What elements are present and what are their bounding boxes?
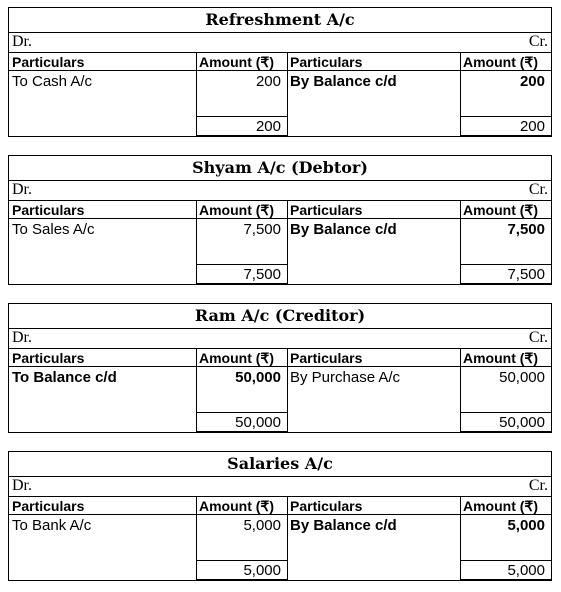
dr-label: Dr. — [12, 33, 32, 50]
particulars-header: Particulars — [287, 200, 460, 219]
amount-header: Amount (₹) — [196, 200, 287, 219]
amount-header: Amount (₹) — [196, 52, 287, 71]
credit-particular: By Balance c/d — [290, 73, 397, 90]
column-divider — [196, 52, 197, 136]
debit-particular: To Balance c/d — [12, 369, 117, 386]
ledger-refreshment — [8, 7, 552, 137]
particulars-header: Particulars — [287, 52, 460, 71]
credit-amount: 200 — [519, 73, 545, 90]
account-title: Salaries A/c — [9, 452, 551, 477]
debit-particular: To Sales A/c — [12, 221, 95, 238]
particulars-header: Particulars — [9, 348, 196, 367]
amount-header: Amount (₹) — [460, 52, 551, 71]
column-divider — [196, 200, 197, 284]
credit-amount: 50,000 — [499, 369, 545, 386]
debit-total: 50,000 — [196, 412, 287, 432]
particulars-header: Particulars — [287, 348, 460, 367]
credit-particular: By Purchase A/c — [290, 369, 401, 386]
credit-particular: By Balance c/d — [290, 221, 397, 238]
debit-amount: 7,500 — [243, 221, 281, 238]
column-divider — [460, 348, 461, 432]
credit-particular: By Balance c/d — [290, 517, 397, 534]
credit-total: 7,500 — [460, 264, 551, 284]
column-divider — [460, 200, 461, 284]
amount-header: Amount (₹) — [196, 348, 287, 367]
particulars-header: Particulars — [9, 52, 196, 71]
dr-label: Dr. — [12, 181, 32, 198]
amount-header: Amount (₹) — [460, 496, 551, 515]
ledger-shyam — [8, 155, 552, 285]
dr-cr-row — [9, 328, 551, 348]
credit-total: 5,000 — [460, 560, 551, 580]
cr-label: Cr. — [528, 33, 548, 50]
particulars-header: Particulars — [287, 496, 460, 515]
column-divider — [460, 52, 461, 136]
column-divider — [287, 200, 288, 284]
account-title: Ram A/c (Creditor) — [9, 304, 551, 329]
dr-label: Dr. — [12, 329, 32, 346]
dr-cr-row — [9, 32, 551, 52]
ledger-salaries — [8, 451, 552, 581]
debit-amount: 5,000 — [243, 517, 281, 534]
particulars-header: Particulars — [9, 496, 196, 515]
debit-particular: To Cash A/c — [12, 73, 93, 90]
credit-amount: 7,500 — [507, 221, 545, 238]
column-divider — [287, 348, 288, 432]
amount-header: Amount (₹) — [460, 200, 551, 219]
account-title: Shyam A/c (Debtor) — [9, 156, 551, 181]
particulars-header: Particulars — [9, 200, 196, 219]
debit-total: 200 — [196, 116, 287, 136]
credit-amount: 5,000 — [507, 517, 545, 534]
column-divider — [287, 52, 288, 136]
amount-header: Amount (₹) — [460, 348, 551, 367]
ledger-ram — [8, 303, 552, 433]
credit-total: 200 — [460, 116, 551, 136]
debit-particular: To Bank A/c — [12, 517, 92, 534]
credit-total: 50,000 — [460, 412, 551, 432]
cr-label: Cr. — [528, 477, 548, 494]
dr-cr-row — [9, 476, 551, 496]
cr-label: Cr. — [528, 181, 548, 198]
column-divider — [196, 496, 197, 580]
column-divider — [287, 496, 288, 580]
amount-header: Amount (₹) — [196, 496, 287, 515]
debit-amount: 50,000 — [235, 369, 281, 386]
column-divider — [196, 348, 197, 432]
debit-amount: 200 — [255, 73, 281, 90]
column-divider — [460, 496, 461, 580]
cr-label: Cr. — [528, 329, 548, 346]
debit-total: 5,000 — [196, 560, 287, 580]
debit-total: 7,500 — [196, 264, 287, 284]
account-title: Refreshment A/c — [9, 8, 551, 33]
dr-cr-row — [9, 180, 551, 200]
dr-label: Dr. — [12, 477, 32, 494]
